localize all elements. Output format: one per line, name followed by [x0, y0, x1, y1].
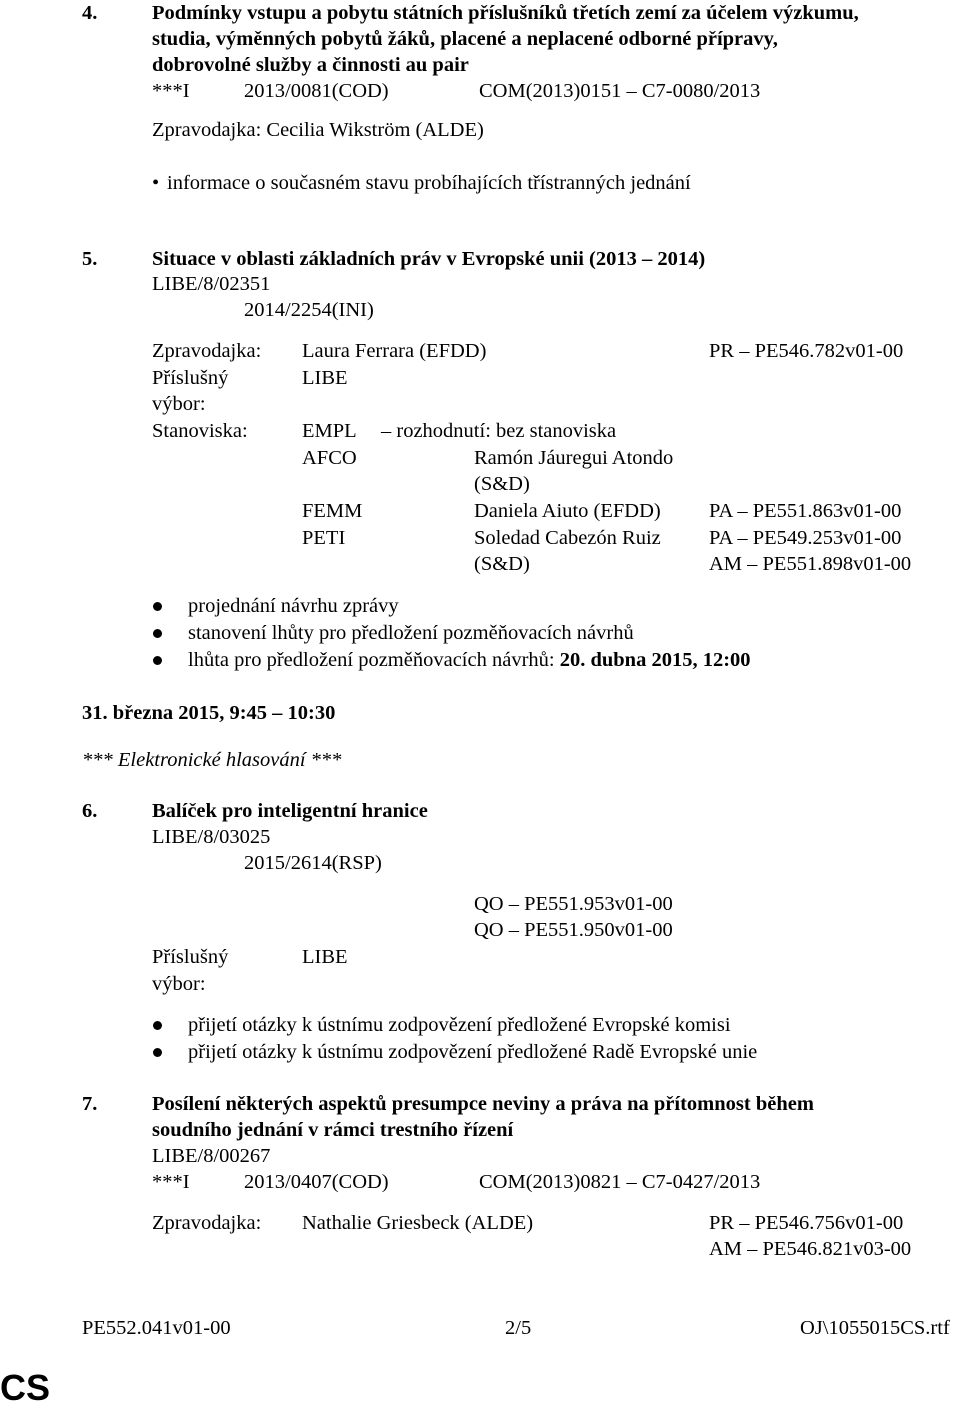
item-7-doc-2: AM – PE546.821v03-00 [709, 1238, 912, 1260]
item-6-bullet-1: přijetí otázky k ústnímu zodpovězení předložené Evropské komisi [188, 1014, 731, 1036]
item-4-number: 4. [82, 2, 98, 24]
opinion-committee-empl: EMPL [302, 420, 357, 442]
item-4-ref1: 2013/0081(COD) [244, 80, 389, 102]
bullet-icon [153, 629, 162, 638]
item-5-committee-label-2: výbor: [152, 393, 206, 415]
footer-file-name: OJ\1055015CS.rtf [800, 1317, 950, 1339]
item-5-committee: LIBE [302, 367, 348, 389]
item-7-doc-1: PR – PE546.756v01-00 [709, 1212, 904, 1234]
item-6-code: LIBE/8/03025 [152, 826, 271, 848]
item-6-committee: LIBE [302, 946, 348, 968]
opinion-doc-femm: PA – PE551.863v01-00 [709, 500, 902, 522]
footer-document-ref: PE552.041v01-00 [82, 1317, 231, 1339]
opinion-note-empl: – rozhodnutí: bez stanoviska [381, 420, 617, 442]
session-datetime: 31. března 2015, 9:45 – 10:30 [82, 702, 336, 724]
item-7-number: 7. [82, 1093, 98, 1115]
opinion-doc2-peti: AM – PE551.898v01-00 [709, 553, 912, 575]
item-7-rapporteur-label: Zpravodajka: [152, 1212, 262, 1234]
item-5-bullet-2: stanovení lhůty pro předložení pozměňovacích návrhů [188, 622, 634, 644]
footer-page-number: 2/5 [505, 1317, 532, 1339]
item-5-committee-label-1: Příslušný [152, 367, 229, 389]
item-4-title-line-1: Podmínky vstupu a pobytu státních příslušníků třetích zemí za účelem výzkumu, [152, 2, 859, 24]
item-7-ref2: COM(2013)0821 – C7-0427/2013 [479, 1171, 761, 1193]
item-6-committee-label-1: Příslušný [152, 946, 229, 968]
opinion-name2-peti: (S&D) [474, 553, 530, 575]
item-5-rapporteur-doc: PR – PE546.782v01-00 [709, 340, 904, 362]
item-5-code: LIBE/8/02351 [152, 273, 271, 295]
deadline-value: 20. dubna 2015, 12:00 [559, 649, 751, 671]
item-4-procedure: ***I [152, 80, 190, 102]
opinion-name-afco: Ramón Jáuregui Atondo [474, 447, 674, 469]
bullet-icon [153, 1021, 162, 1030]
item-5-ref: 2014/2254(INI) [244, 299, 374, 321]
item-6-ref: 2015/2614(RSP) [244, 852, 382, 874]
opinion-name-femm: Daniela Aiuto (EFDD) [474, 500, 661, 522]
item-4-bullet-text: informace o současném stavu probíhajících třístranných jednání [167, 172, 691, 194]
item-5-opinions-label: Stanoviska: [152, 420, 248, 442]
footer-language-code: CS [0, 1367, 51, 1408]
bullet-icon [153, 1048, 162, 1057]
item-4-title-line-3: dobrovolné služby a činnosti au pair [152, 54, 469, 76]
item-7-title-line-2: soudního jednání v rámci trestního řízení [152, 1119, 514, 1141]
item-4-rapporteur: Zpravodajka: Cecilia Wikström (ALDE) [152, 119, 484, 141]
item-5-bullet-1: projednání návrhu zprávy [188, 595, 399, 617]
item-7-title-line-1: Posílení některých aspektů presumpce neviny a práva na přítomnost během [152, 1093, 814, 1115]
item-4-title-line-2: studia, výměnných pobytů žáků, placené a neplacené odborné přípravy, [152, 28, 778, 50]
item-6-number: 6. [82, 800, 98, 822]
deadline-prefix: lhůta pro předložení pozměňovacích návrhů: [188, 649, 560, 671]
opinion-committee-afco: AFCO [302, 447, 357, 469]
opinion-name2-afco: (S&D) [474, 473, 530, 495]
item-6-bullet-2: přijetí otázky k ústnímu zodpovězení předložené Radě Evropské unie [188, 1041, 758, 1063]
item-6-committee-label-2: výbor: [152, 973, 206, 995]
electronic-voting-heading: *** Elektronické hlasování *** [82, 749, 342, 771]
item-7-ref1: 2013/0407(COD) [244, 1171, 389, 1193]
item-7-code: LIBE/8/00267 [152, 1145, 271, 1167]
item-6-title: Balíček pro inteligentní hranice [152, 800, 428, 822]
item-4-ref2: COM(2013)0151 – C7-0080/2013 [479, 80, 761, 102]
opinion-name-peti: Soledad Cabezón Ruiz [474, 527, 661, 549]
item-5-bullet-3 [188, 650, 751, 671]
bullet-icon [153, 656, 162, 665]
bullet-icon [153, 602, 162, 611]
item-7-procedure: ***I [152, 1171, 190, 1193]
opinion-committee-peti: PETI [302, 527, 346, 549]
item-5-number: 5. [82, 248, 98, 270]
item-4-bullet-mark: • [152, 172, 160, 194]
item-5-rapporteur-label: Zpravodajka: [152, 340, 262, 362]
item-7-rapporteur-name: Nathalie Griesbeck (ALDE) [302, 1212, 534, 1234]
item-5-rapporteur-name: Laura Ferrara (EFDD) [302, 340, 487, 362]
item-6-doc-1: QO – PE551.953v01-00 [474, 893, 673, 915]
item-6-doc-2: QO – PE551.950v01-00 [474, 919, 673, 941]
item-5-title: Situace v oblasti základních práv v Evropské unii (2013 – 2014) [152, 248, 706, 270]
opinion-committee-femm: FEMM [302, 500, 363, 522]
opinion-doc-peti: PA – PE549.253v01-00 [709, 527, 902, 549]
